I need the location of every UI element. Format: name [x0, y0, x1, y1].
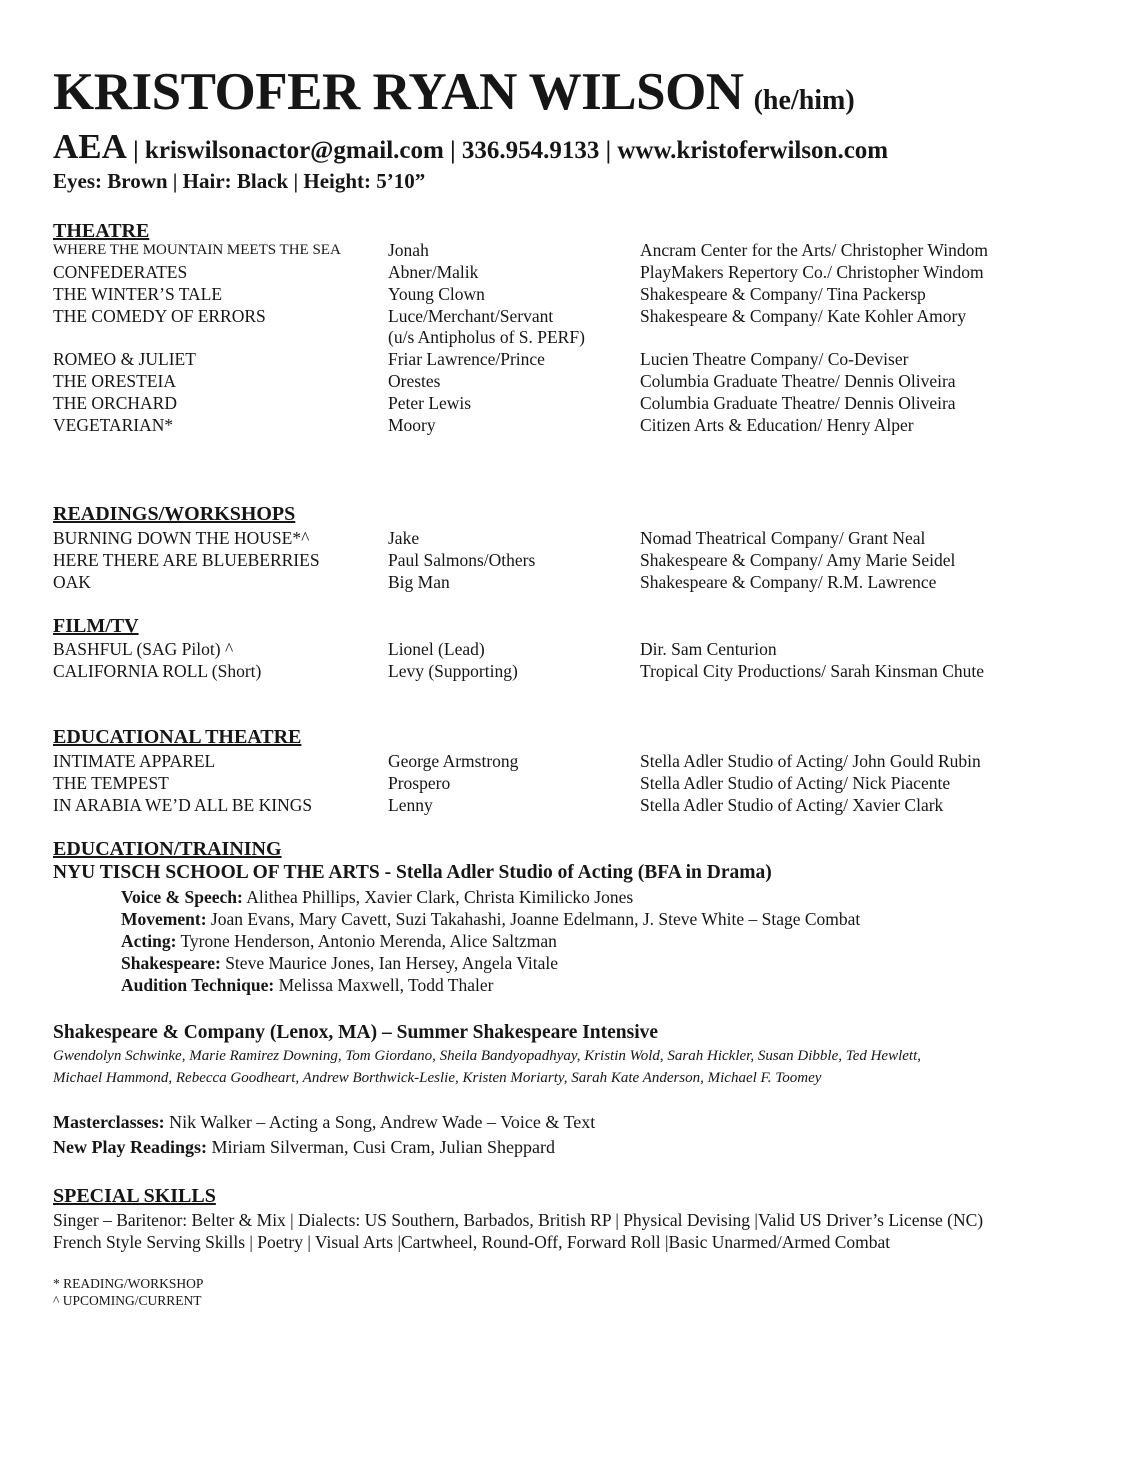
credit-title: HERE THERE ARE BLUEBERRIES [53, 550, 320, 570]
training-label: Shakespeare: [121, 953, 221, 973]
name-text: KRISTOFER RYAN WILSON [53, 63, 744, 121]
credit-company: Shakespeare & Company/ R.M. Lawrence [640, 572, 937, 592]
training-value: Alithea Phillips, Xavier Clark, Christa Kimilicko Jones [242, 887, 634, 907]
footnote-upcoming: ^ UPCOMING/CURRENT [53, 1293, 202, 1308]
credit-role: Jake [388, 528, 420, 548]
training-label: Acting: [121, 931, 177, 951]
credit-title: THE ORESTEIA [53, 371, 176, 391]
training-label: Voice & Speech: [121, 887, 243, 907]
physical-stats: Eyes: Brown | Hair: Black | Height: 5’10” [53, 169, 426, 193]
masterclasses-label: Masterclasses: [53, 1112, 165, 1132]
credit-company: Shakespeare & Company/ Kate Kohler Amory [640, 306, 967, 326]
footnote-reading: * READING/WORKSHOP [53, 1276, 204, 1291]
credit-company: Dir. Sam Centurion [640, 639, 777, 659]
credit-company: Shakespeare & Company/ Tina Packersp [640, 284, 926, 304]
credit-company: Lucien Theatre Company/ Co-Deviser [640, 349, 909, 369]
new-play-readings-line [53, 1136, 555, 1158]
actor-name [53, 60, 855, 133]
skills-line: French Style Serving Skills | Poetry | Visual Arts |Cartwheel, Round-Off, Forward Roll |Basic Unarmed/Armed Combat [53, 1232, 891, 1252]
credit-company: Stella Adler Studio of Acting/ Xavier Clark [640, 795, 944, 815]
training-label: Audition Technique: [121, 975, 275, 995]
credit-role: Peter Lewis [388, 393, 472, 413]
credit-title: THE WINTER’S TALE [53, 284, 223, 304]
training-line [121, 908, 860, 930]
skills-line: Singer – Baritenor: Belter & Mix | Dialects: US Southern, Barbados, British RP | Physical Devising |Valid US Driver’s License (NC) [53, 1210, 984, 1230]
credit-role: Abner/Malik [388, 262, 479, 282]
intensive-faculty-line: Michael Hammond, Rebecca Goodheart, Andrew Borthwick-Leslie, Kristen Moriarty, Sarah Kate Anderson, Michael F. Toomey [53, 1070, 822, 1086]
masterclasses-value: Nik Walker – Acting a Song, Andrew Wade – Voice & Text [164, 1112, 596, 1132]
credit-company: Columbia Graduate Theatre/ Dennis Oliveira [640, 371, 956, 391]
credit-role: Orestes [388, 371, 441, 391]
film-heading: FILM/TV [53, 615, 139, 637]
union-affiliation: AEA [53, 127, 127, 166]
readings-heading: READINGS/WORKSHOPS [53, 503, 296, 525]
credit-title: WHERE THE MOUNTAIN MEETS THE SEA [53, 242, 341, 258]
credit-role: Moory [388, 415, 436, 435]
pronouns: (he/him) [753, 85, 855, 116]
education-heading: EDUCATION/TRAINING [53, 838, 282, 860]
credit-role: (u/s Antipholus of S. PERF) [388, 327, 585, 347]
credit-role: George Armstrong [388, 751, 519, 771]
credit-company: Columbia Graduate Theatre/ Dennis Oliveira [640, 393, 956, 413]
credit-title: BASHFUL (SAG Pilot) ^ [53, 639, 234, 659]
credit-role: Paul Salmons/Others [388, 550, 536, 570]
credit-role: Jonah [388, 240, 429, 260]
credit-company: Citizen Arts & Education/ Henry Alper [640, 415, 914, 435]
contact-line [53, 127, 888, 171]
credit-role: Lionel (Lead) [388, 639, 485, 659]
credit-role: Big Man [388, 572, 450, 592]
credit-role: Luce/Merchant/Servant [388, 306, 554, 326]
training-line [121, 886, 633, 908]
credit-company: Stella Adler Studio of Acting/ John Gould Rubin [640, 751, 981, 771]
training-line [121, 930, 557, 952]
credit-role: Prospero [388, 773, 451, 793]
new-play-readings-value: Miriam Silverman, Cusi Cram, Julian Sheppard [207, 1137, 555, 1157]
training-label: Movement: [121, 909, 207, 929]
credit-title: THE TEMPEST [53, 773, 169, 793]
credit-title: INTIMATE APPAREL [53, 751, 216, 771]
educational-heading: EDUCATIONAL THEATRE [53, 726, 302, 748]
credit-role: Levy (Supporting) [388, 661, 518, 681]
school-name: NYU TISCH SCHOOL OF THE ARTS - Stella Adler Studio of Acting (BFA in Drama) [53, 862, 772, 883]
credit-title: THE ORCHARD [53, 393, 177, 413]
training-value: Melissa Maxwell, Todd Thaler [274, 975, 494, 995]
credit-company: Ancram Center for the Arts/ Christopher Windom [640, 240, 988, 260]
intensive-title: Shakespeare & Company (Lenox, MA) – Summer Shakespeare Intensive [53, 1022, 659, 1043]
new-play-readings-label: New Play Readings: [53, 1137, 207, 1157]
credit-role: Friar Lawrence/Prince [388, 349, 545, 369]
credit-role: Young Clown [388, 284, 485, 304]
credit-title: CALIFORNIA ROLL (Short) [53, 661, 262, 681]
credit-company: Tropical City Productions/ Sarah Kinsman Chute [640, 661, 984, 681]
credit-title: BURNING DOWN THE HOUSE*^ [53, 528, 310, 548]
credit-title: OAK [53, 572, 91, 592]
credit-company: Stella Adler Studio of Acting/ Nick Piacente [640, 773, 951, 793]
credit-company: Nomad Theatrical Company/ Grant Neal [640, 528, 926, 548]
credit-title: THE COMEDY OF ERRORS [53, 306, 266, 326]
credit-role: Lenny [388, 795, 433, 815]
masterclasses-line [53, 1111, 595, 1133]
training-line [121, 974, 493, 996]
intensive-faculty-line: Gwendolyn Schwinke, Marie Ramirez Downing, Tom Giordano, Sheila Bandyopadhyay, Kristin Wold, Sarah Hickler, Susan Dibble, Ted Hewlett, [53, 1048, 922, 1064]
theatre-heading: THEATRE [53, 220, 150, 242]
training-value: Joan Evans, Mary Cavett, Suzi Takahashi, Joanne Edelmann, J. Steve White – Stage Combat [206, 909, 861, 929]
credit-title: VEGETARIAN* [53, 415, 174, 435]
training-value: Steve Maurice Jones, Ian Hersey, Angela Vitale [220, 953, 559, 973]
credit-company: PlayMakers Repertory Co./ Christopher Windom [640, 262, 984, 282]
credit-company: Shakespeare & Company/ Amy Marie Seidel [640, 550, 956, 570]
credit-title: IN ARABIA WE’D ALL BE KINGS [53, 795, 313, 815]
training-line [121, 952, 558, 974]
training-value: Tyrone Henderson, Antonio Merenda, Alice Saltzman [176, 931, 557, 951]
credit-title: ROMEO & JULIET [53, 349, 196, 369]
contact-details: | kriswilsonactor@gmail.com | 336.954.9133 | www.kristoferwilson.com [126, 137, 889, 164]
skills-heading: SPECIAL SKILLS [53, 1185, 216, 1207]
credit-title: CONFEDERATES [53, 262, 188, 282]
